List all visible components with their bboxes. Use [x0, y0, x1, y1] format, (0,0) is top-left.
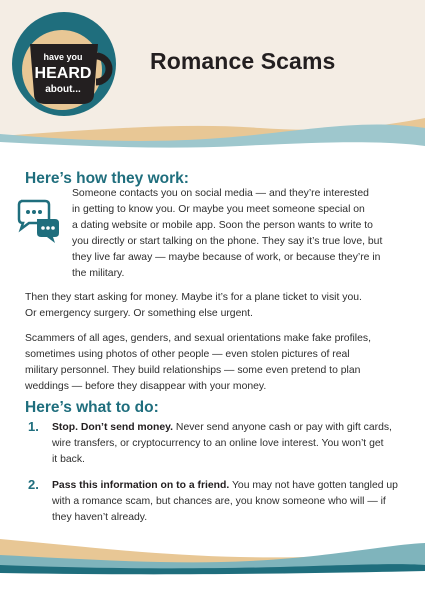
step-1-bold-lead: Stop. Don’t send money.	[52, 422, 174, 433]
paragraph-line: military personnel. They build relationships — some even pretend to plan	[25, 365, 361, 376]
money-request-paragraph	[25, 290, 417, 322]
step-1-rest: Never send anyone cash or pay with gift cards,	[173, 422, 392, 433]
logo-line2: HEARD	[34, 65, 92, 82]
step-number: 1.	[28, 419, 39, 434]
footer-wave-decoration	[0, 525, 425, 594]
intro-line: the military.	[72, 268, 125, 279]
intro-line: a dating website or mobile app. Soon the person wants to write to	[72, 220, 373, 231]
step-line: wire transfers, or cryptocurrency to an online love interest. You won’t get	[52, 438, 384, 449]
paragraph-line: Or emergency surgery. Or something else urgent.	[25, 308, 253, 319]
fake-profiles-paragraph	[25, 331, 417, 395]
step-line: with a romance scam, but chances are, you know someone who will — if	[52, 496, 386, 507]
paragraph-line: Then they start asking for money. Maybe it’s for a plane ticket to visit you.	[25, 292, 362, 303]
page-title: Romance Scams	[150, 48, 336, 74]
intro-line: they live far away — maybe because of work, or because they’re in	[72, 252, 381, 263]
logo-line3: about...	[45, 84, 81, 95]
intro-line: you directly or start talking on the phone. They say it’s true love, but	[72, 236, 383, 247]
have-you-heard-logo	[8, 8, 120, 120]
how-they-work-heading: Here’s how they work:	[25, 170, 189, 187]
what-to-do-heading: Here’s what to do:	[25, 399, 159, 416]
step-2-bold-lead: Pass this information on to a friend.	[52, 480, 230, 491]
intro-paragraph	[72, 186, 417, 282]
step-number: 2.	[28, 477, 39, 492]
chat-bubbles-icon	[15, 197, 63, 245]
intro-line: in getting to know you. Or maybe you meet someone special on	[72, 204, 365, 215]
logo-line1: have you	[43, 52, 83, 62]
step-1-text	[52, 420, 406, 468]
step-2-rest: You may not have gotten tangled up	[229, 480, 398, 491]
intro-line: Someone contacts you on social media — and they’re interested	[72, 188, 369, 199]
step-line: it back.	[52, 454, 85, 465]
paragraph-line: Scammers of all ages, genders, and sexual orientations make fake profiles,	[25, 333, 371, 344]
step-line: they haven’t already.	[52, 512, 148, 523]
paragraph-line: sometimes using photos of other people — even stolen pictures of real	[25, 349, 350, 360]
step-2-text	[52, 478, 406, 526]
paragraph-line: weddings — before they disappear with your money.	[25, 381, 267, 392]
